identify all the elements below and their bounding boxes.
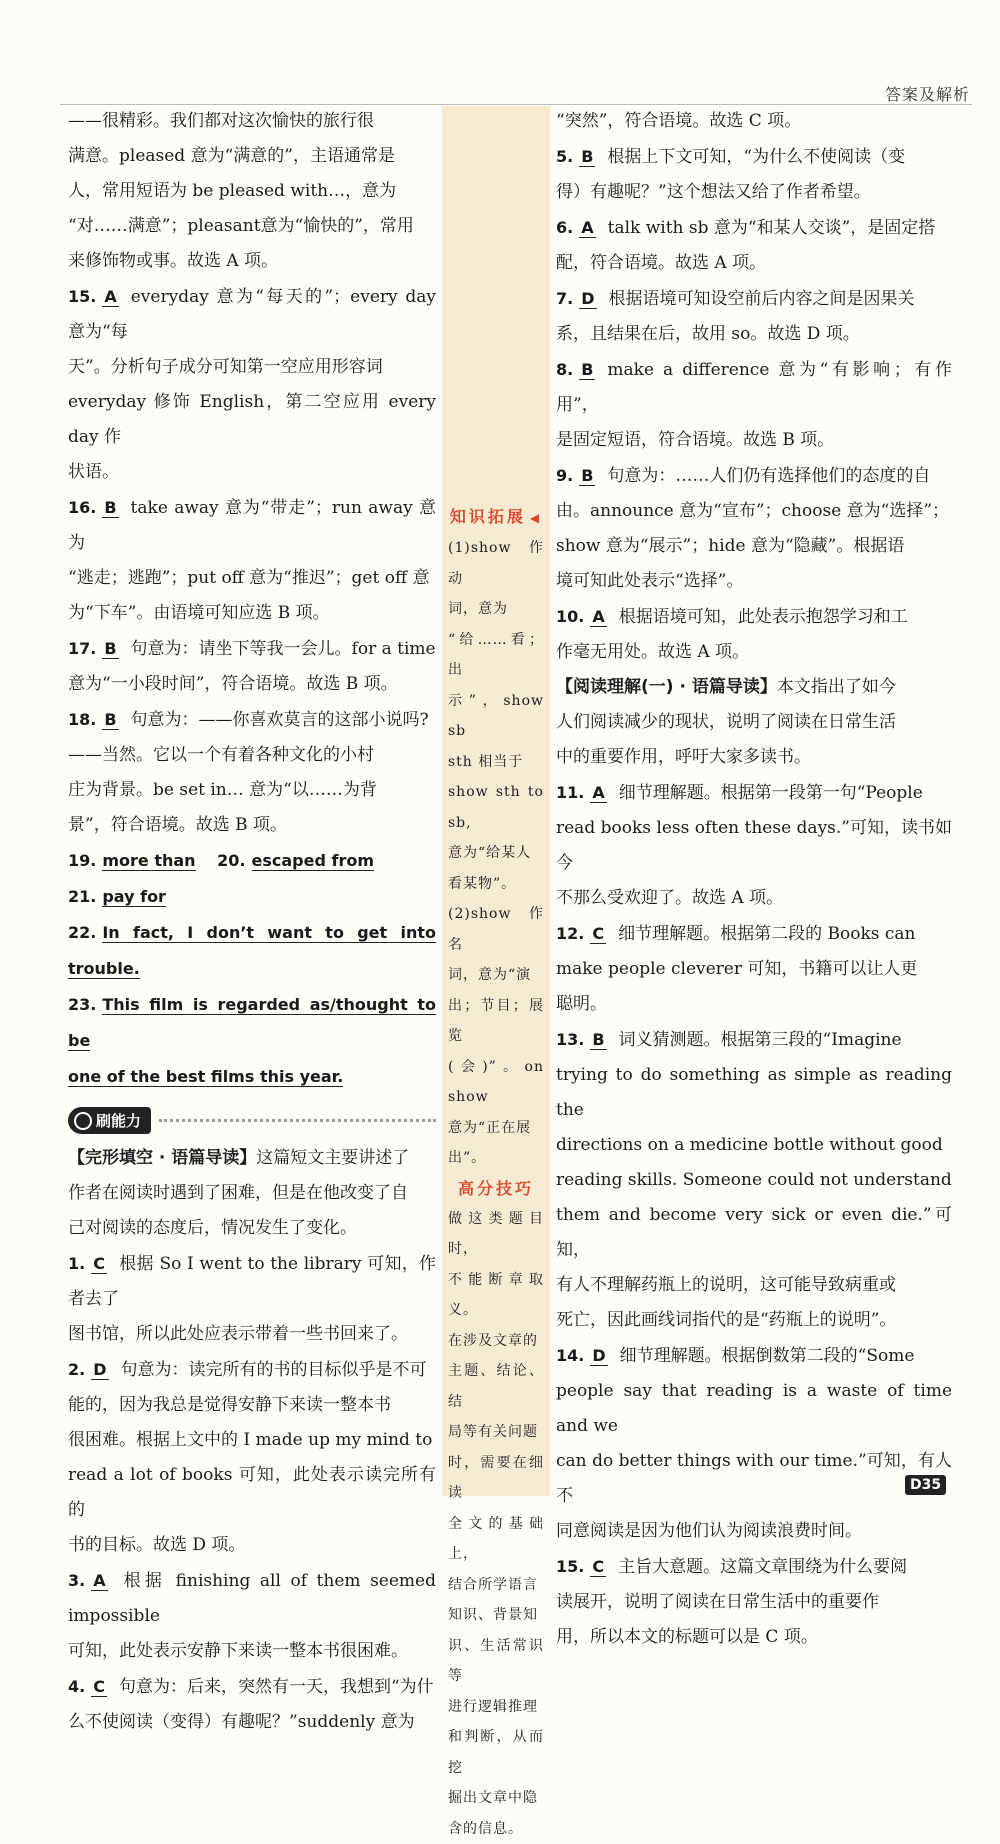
text-line: 本文指出了如今 (777, 677, 896, 697)
text-line: them and become very sick or even die.”可知， (556, 1198, 952, 1268)
text-line: 么不使阅读（变得）有趣呢？”suddenly 意为 (68, 1705, 436, 1740)
text-line: 同意阅读是因为他们认为阅读浪费时间。 (556, 1514, 952, 1549)
answer-item-c10 (556, 599, 952, 635)
answer-fill: In fact, I don’t want to get into trouble. (68, 923, 436, 979)
item-text: 根据语境可知，此处表示抱怨学习和工 (619, 607, 908, 627)
item-number: 15. (68, 287, 96, 306)
item-text: 细节理解题。根据第一段第一句“People (619, 783, 923, 803)
section-heading: 【阅读理解(一) · 语篇导读】 (556, 677, 777, 697)
answer-item-c2 (68, 1352, 436, 1388)
text-line: reading skills. Someone could not understand (556, 1163, 952, 1198)
section-intro (68, 1141, 436, 1176)
text-line: show 意为“展示”；hide 意为“隐藏”。根据语 (556, 529, 952, 564)
text-line: 是固定短语，符合语境。故选 B 项。 (556, 423, 952, 458)
ability-section-header (68, 1105, 436, 1135)
text-line: everyday 修饰 English，第二空应用 every day 作 (68, 385, 436, 455)
item-text: 句意为：后来，突然有一天，我想到“为什 (119, 1677, 434, 1697)
item-number: 16. (68, 498, 96, 517)
side-line: 主题、结论、结 (448, 1356, 544, 1417)
side-line: 进行逻辑推理 (448, 1692, 544, 1723)
answer-letter: D (590, 1346, 607, 1366)
text-line: 有人不理解药瓶上的说明，这可能导致病重或 (556, 1268, 952, 1303)
answer-letter: A (590, 783, 606, 803)
text-line: 状语。 (68, 455, 436, 490)
answer-item-18 (68, 702, 436, 738)
side-line: sth 相当于 (448, 747, 544, 778)
answer-item-16 (68, 490, 436, 561)
answer-item-c3 (68, 1563, 436, 1634)
item-text: 句意为：读完所有的书的目标似乎是不可 (121, 1360, 427, 1380)
text-line: 死亡，因此画线词指代的是“药瓶上的说明”。 (556, 1303, 952, 1338)
side-line: (会)”。on show (448, 1052, 544, 1113)
high-score-tips-title (442, 1174, 550, 1204)
side-line: 含的信息。 (448, 1814, 544, 1844)
knowledge-expansion-title (442, 502, 550, 533)
item-number: 6. (556, 218, 573, 237)
text-line: ——当然。它以一个有着各种文化的小村 (68, 738, 436, 773)
answer-letter: B (590, 1030, 606, 1050)
text-line: 己对阅读的态度后，情况发生了变化。 (68, 1211, 436, 1246)
text-line: 可知，此处表示安静下来读一整本书很困难。 (68, 1634, 436, 1669)
answer-item-c6 (556, 210, 952, 246)
answer-letter: B (579, 360, 595, 380)
side-notes-column (442, 106, 550, 1496)
section-heading: 【完形填空 · 语篇导读】 (68, 1148, 256, 1168)
text-line: 系，且结果在后，故用 so。故选 D 项。 (556, 317, 952, 352)
item-text: 句意为：——你喜欢莫言的这部小说吗? (131, 710, 429, 730)
side-line: 掘出文章中隐 (448, 1783, 544, 1814)
text-line: ——很精彩。我们都对这次愉快的旅行很 (68, 104, 436, 139)
side-line: 意为“正在展 (448, 1113, 544, 1144)
side-line: 全文的基础上， (448, 1509, 544, 1570)
text-line: 中的重要作用，呼吁大家多读书。 (556, 740, 952, 775)
text-line: 不那么受欢迎了。故选 A 项。 (556, 881, 952, 916)
text-line: 天”。分析句子成分可知第一空应用形容词 (68, 350, 436, 385)
text-line: “对……满意”；pleasant意为“愉快的”，常用 (68, 209, 436, 244)
header-title: 答案及解析 (885, 82, 970, 105)
side-line: 知识、背景知 (448, 1600, 544, 1631)
answer-item-23 (68, 987, 436, 1059)
text-line: read books less often these days.”可知，读书如今 (556, 811, 952, 881)
left-column (68, 104, 436, 1740)
answer-item-r15 (556, 1549, 952, 1585)
text-line: 聪明。 (556, 987, 952, 1022)
answer-item-c8 (556, 352, 952, 423)
dotted-divider (159, 1119, 436, 1122)
answer-letter: C (590, 924, 606, 944)
answer-item-21 (68, 879, 436, 915)
side-line: 时，需要在细读 (448, 1448, 544, 1509)
high-score-tips-text (442, 1204, 550, 1844)
side-line: 词，意为“演 (448, 960, 544, 991)
text-line: 很困难。根据上文中的 I made up my mind to (68, 1423, 436, 1458)
item-text: 主旨大意题。这篇文章围绕为什么要阅 (618, 1557, 907, 1577)
text-line: 这篇短文主要讲述了 (256, 1148, 409, 1168)
item-number: 12. (556, 924, 584, 943)
answer-fill: more than (102, 851, 195, 871)
text-line: trying to do something as simple as reading the (556, 1058, 952, 1128)
item-number: 5. (556, 147, 573, 166)
answer-letter: B (579, 466, 595, 486)
text-line: 作者在阅读时遇到了困难，但是在他改变了自 (68, 1176, 436, 1211)
answer-item-15 (68, 279, 436, 350)
answer-item-c1 (68, 1246, 436, 1317)
item-number: 13. (556, 1030, 584, 1049)
text-line: 读展开，说明了阅读在日常生活中的重要作 (556, 1585, 952, 1620)
text-line: 人，常用短语为 be pleased with…，意为 (68, 174, 436, 209)
item-number: 19. (68, 851, 96, 870)
answer-item-r12 (556, 916, 952, 952)
item-number: 21. (68, 887, 96, 906)
item-text: make a difference 意为“有影响；有作用”， (556, 360, 952, 415)
item-number: 9. (556, 466, 573, 485)
item-number: 1. (68, 1254, 85, 1273)
text-line: 由。announce 意为“宣布”；choose 意为“选择”； (556, 494, 952, 529)
answer-fill: one of the best films this year. (68, 1067, 343, 1087)
text-line: 用，所以本文的标题可以是 C 项。 (556, 1620, 952, 1655)
item-text: 词义猜测题。根据第三段的“Imagine (619, 1030, 902, 1050)
side-line: 和判断，从而挖 (448, 1722, 544, 1783)
text-line: 得）有趣呢？”这个想法又给了作者希望。 (556, 175, 952, 210)
knowledge-expansion-text (442, 533, 550, 1174)
answer-letter: C (91, 1677, 107, 1697)
answer-item-r14 (556, 1338, 952, 1374)
side-line: 结合所学语言 (448, 1570, 544, 1601)
text-line: 境可知此处表示“选择”。 (556, 564, 952, 599)
text-line: 图书馆，所以此处应表示带着一些书回来了。 (68, 1317, 436, 1352)
side-line: 局等有关问题 (448, 1417, 544, 1448)
text-line: 为“下车”。由语境可知应选 B 项。 (68, 596, 436, 631)
text-line: “突然”，符合语境。故选 C 项。 (556, 104, 952, 139)
text-line: people say that reading is a waste of time and we (556, 1374, 952, 1444)
side-line: 示”，show sb (448, 686, 544, 747)
answer-item-c4 (68, 1669, 436, 1705)
answer-letter: A (91, 1571, 107, 1591)
side-line: 在涉及文章的 (448, 1326, 544, 1357)
side-line: show sth to sb, (448, 777, 544, 838)
text-line: directions on a medicine bottle without good (556, 1128, 952, 1163)
item-number: 11. (556, 783, 584, 802)
item-text: 根据 So I went to the library 可知，作者去了 (68, 1254, 436, 1309)
side-line: 不能断章取义。 (448, 1265, 544, 1326)
answer-letter: C (590, 1557, 606, 1577)
item-number: 4. (68, 1677, 85, 1696)
answer-letter: D (91, 1360, 108, 1380)
item-number: 3. (68, 1571, 85, 1590)
ability-badge: 刷能力 (68, 1107, 151, 1134)
text-line: 来修饰物或事。故选 A 项。 (68, 244, 436, 279)
text-line: 配，符合语境。故选 A 项。 (556, 246, 952, 281)
text-line: 景”，符合语境。故选 B 项。 (68, 808, 436, 843)
answer-letter: C (91, 1254, 107, 1274)
answer-fill: escaped from (252, 851, 375, 871)
item-number: 20. (217, 851, 245, 870)
answer-item-c5 (556, 139, 952, 175)
answer-letter: A (579, 218, 595, 238)
answer-item-22 (68, 915, 436, 987)
side-line: (1)show 作动 (448, 533, 544, 594)
answer-item-17 (68, 631, 436, 667)
answer-item-c7 (556, 281, 952, 317)
text-line: make people cleverer 可知，书籍可以让人更 (556, 952, 952, 987)
side-line: 意为“给某人 (448, 838, 544, 869)
side-line: 看某物”。 (448, 869, 544, 900)
side-line: 做这类题目时， (448, 1204, 544, 1265)
item-number: 22. (68, 923, 96, 942)
text-line: 能的，因为我总是觉得安静下来读一整本书 (68, 1388, 436, 1423)
item-number: 2. (68, 1360, 85, 1379)
item-number: 10. (556, 607, 584, 626)
item-text: 细节理解题。根据第二段的 Books can (618, 924, 915, 944)
text-line: can do better things with our time.”可知，有人不 (556, 1444, 952, 1514)
item-text: talk with sb 意为“和某人交谈”，是固定搭 (608, 218, 936, 238)
side-line: (2)show 作名 (448, 899, 544, 960)
answer-letter: B (102, 710, 118, 730)
item-number: 23. (68, 995, 96, 1014)
answer-letter: B (579, 147, 595, 167)
answer-fill: pay for (102, 887, 166, 907)
text-line: 满意。pleased 意为“满意的”，主语通常是 (68, 139, 436, 174)
item-text: 细节理解题。根据倒数第二段的“Some (620, 1346, 915, 1366)
item-number: 7. (556, 289, 573, 308)
side-line: 出”。 (448, 1143, 544, 1174)
right-column (556, 104, 952, 1655)
arrow-left-icon: ◀ (530, 511, 542, 525)
answer-item-c9 (556, 458, 952, 494)
answer-item-r13 (556, 1022, 952, 1058)
answer-letter: A (102, 287, 118, 307)
text-line: 作毫无用处。故选 A 项。 (556, 635, 952, 670)
answer-item-r11 (556, 775, 952, 811)
text-line: 人们阅读减少的现状，说明了阅读在日常生活 (556, 705, 952, 740)
item-number: 15. (556, 1557, 584, 1576)
item-number: 17. (68, 639, 96, 658)
answer-fill: This film is regarded as/thought to be (68, 995, 436, 1051)
answer-item-19-20 (68, 843, 436, 879)
side-line: 词，意为 (448, 594, 544, 625)
side-line: 出；节目；展览 (448, 991, 544, 1052)
item-number: 8. (556, 360, 573, 379)
answer-letter: A (590, 607, 606, 627)
side-line: “给……看；出 (448, 625, 544, 686)
text-line: 意为“一小段时间”，符合语境。故选 B 项。 (68, 667, 436, 702)
answer-letter: D (579, 289, 596, 309)
text-line: 庄为背景。be set in… 意为“以……为背 (68, 773, 436, 808)
item-number: 18. (68, 710, 96, 729)
text-line: 书的目标。故选 D 项。 (68, 1528, 436, 1563)
side-title-text: 知识拓展 (450, 507, 526, 526)
item-text: 根据语境可知设空前后内容之间是因果关 (609, 289, 915, 309)
item-text: 根据上下文可知，“为什么不使阅读（变 (607, 147, 905, 167)
section-intro (556, 670, 952, 705)
item-number: 14. (556, 1346, 584, 1365)
item-text: 句意为：请坐下等我一会儿。for a time (131, 639, 436, 659)
page-number: D35 (905, 1475, 946, 1495)
item-text: everyday 意为“每天的”；every day 意为“每 (68, 287, 436, 342)
side-title-text: 高分技巧 (458, 1179, 534, 1198)
item-text: take away 意为“带走”；run away 意为 (68, 498, 436, 553)
item-text: 根据 finishing all of them seemed impossible (68, 1571, 436, 1626)
text-line: “逃走；逃跑”；put off 意为“推迟”；get off 意 (68, 561, 436, 596)
item-text: 句意为：……人们仍有选择他们的态度的自 (607, 466, 930, 486)
answer-letter: B (102, 498, 118, 518)
text-line: read a lot of books 可知，此处表示读完所有的 (68, 1458, 436, 1528)
side-line: 识、生活常识等 (448, 1631, 544, 1692)
answer-letter: B (102, 639, 118, 659)
answer-item-23-cont (68, 1059, 436, 1095)
